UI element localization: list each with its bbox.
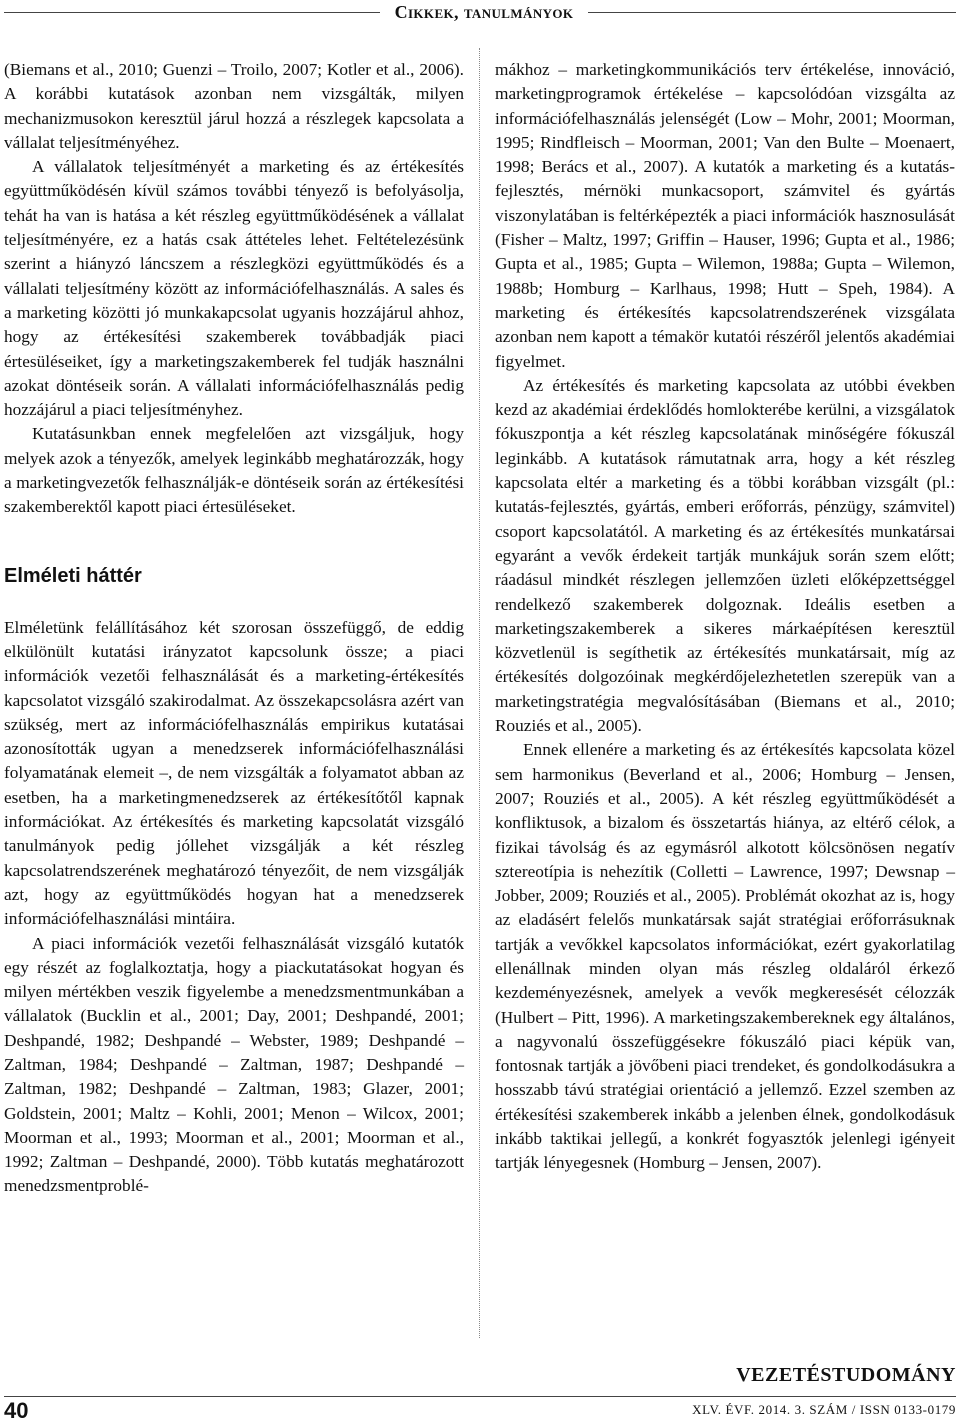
issue-info: XLV. ÉVF. 2014. 3. SZÁM / ISSN 0133-0179 (692, 1402, 956, 1417)
paragraph: Az értékesítés és marketing kapcsolata az utóbbi években kezd az akadémiai érdeklődés homlokterébe kerülni, a vizsgálatok fókuszpontja a két részleg kapcsolatának minőségére fókuszál leginkább. A kutatások rámutatnak arra, hogy a két részleg kapcsolata eltér a marketing és a többi korábban vizsgált (pl.: kutatás-fejlesztés, gyártás, emberi erőforrás, pénzügy, számvitel) csoport kapcsolatától. A marketing és az értékesítés munkatársai egyaránt a vevők érdekeit tartják munkájuk során szem előtt; ráadásul mindkét részlegen jellemzően üzleti előképzettséggel rendelkező szakemberek dolgoznak. Ideális esetben a marketingszakemberek a sikeres márkaépítésen keresztül közvetlenül is segíthetik az értékesítés munkatársait, míg az értékesítés dolgozóinak megkérdőjelezhetetlen szerepük van a marketingstratégia megvalósításában (Biemans et al., 2010; Rouziés et al., 2005). (495, 375, 955, 736)
header-rule-left (4, 12, 380, 13)
paragraph: Kutatásunkban ennek megfelelően azt vizsgáljuk, hogy melyek azok a tényezők, amelyek leginkább meghatározzák, hogy a marketingvezetők felhasználják-e döntéseik során az értékesítési szakemberektől kapott piaci értesüléseket. (4, 424, 464, 517)
section-title: Cikkek, tanulmányok (394, 2, 574, 22)
paragraph: A vállalatok teljesítményét a marketing és az értékesítés együttműködésén kívül számos további tényező is befolyásolja, tehát ha van is hatása a két részleg együttműködésének a vállalat teljesítményére, ez a hatás csak áttételes lehet. Feltételezésünk szerint a hiányzó láncszem a részlegközi együttműködés és a vállalati teljesítmény között az információfelhasználás. A sales és a marketing közötti jó munkakapcsolat ugyanis hozzájárul ahhoz, hogy az értékesítési szakemberek továbbadják piaci értesüléseiket, így a marketingszakemberek fel tudják használni azokat döntéseik során. A vállalati információfelhasználás pedig hozzájárul a piaci teljesítményhez. (4, 157, 464, 420)
column-divider (479, 48, 480, 1338)
paragraph: mákhoz – marketingkommunikációs terv értékelése, innováció, marketingprogramok értékelése – kapcsolódóan vizsgálta az információfelhasználás jelenségét (Low – Mohr, 2001; Moorman, 1995; Rindfleisch – Moorman, 2001; Van den Bulte – Moenaert, 1998; Berács et al., 2007). A kutatók a marketing és a kutatás-fejlesztés, mérnöki munkacsoport, számvitel és gyártás viszonylatában is feltérképezték a piaci információk hasznosulását (Fisher – Maltz, 1997; Griffin – Hauser, 1996; Gupta et al., 1986; Gupta et al., 1985; Gupta – Wilemon, 1988a; Gupta – Wilemon, 1988b; Homburg – Karlhaus, 1998; Hutt – Speh, 1984). A marketing és értékesítés kapcsolatrendszerének vizsgálata azonban nem kapott a témakör kutatói részéről jelentős akadémiai figyelmet. (495, 60, 955, 371)
paragraph: Ennek ellenére a marketing és az értékesítés kapcsolata közel sem harmonikus (Beverland et al., 2006; Homburg – Jensen, 2007; Rouziés et al., 2005). A két részleg együttműködését a konfliktusok, a bizalom és összetartás hiánya, az eltérő célok, a fizikai távolság és az egymásról alkotott kölcsönösen negatív sztereotípia is nehezítik (Colletti – Lawrence, 1997; Dewsnap – Jobber, 2009; Rouziés et al., 2005). Problémát okozhat az is, hogy az eladásért felelős munkatársak saját stratégiai erőforrásuknak tartják a vevőkkel kapcsolatos információkat, ezért gyakorlatilag ellenállnak minden olyan más részleg oldaláról érkező kezdeményezésnek, amelyek a vevők megkeresését célozzák (Hulbert – Pitt, 1996). A marketingszakembereknek egy általános, a nagyvonalú összefüggésekre fókuszáló piaci képük van, fontosnak tartják a jövőbeni piaci trendeket, és gondolkodásukra a hosszabb távú stratégiai orientáció a jellemző. Ezzel szemben az értékesítési szakemberek inkább a jelenben élnek, gondolkodásuk inkább taktikai jellegű, a konkrét fogyasztók jelenlegi igényeit tartják lényegesnek (Homburg – Jensen, 2007). (495, 740, 955, 1173)
section-heading: Elméleti háttér (4, 564, 142, 587)
paragraph: Elméletünk felállításához két szorosan összefüggő, de eddig elkülönült kutatási irányzatot kapcsolunk össze; a piaci információk vezetői felhasználását és a marketing-értékesítés kapcsolatot vizsgáló szakirodalmat. Az összekapcsolásra azért van szükség, mert az információfelhasználás empirikus kutatásai azonosították ugyan a menedzserek információfelhasználási folyamatának elemeit –, de nem vizsgálták a folyamatot abban az esetben, ha a marketingmenedzserek az értékesítőtől kapnak információkat. Az értékesítés és marketing kapcsolatát vizsgáló tanulmányok pedig jóllehet vizsgálják a két részleg kapcsolatrendszerének meghatározó tényezőit, de nem vizsgálják azt, hogy az együttműködés hogyan hat a menedzserek információfelhasználási mintáira. (4, 617, 464, 929)
right-column (495, 58, 955, 1176)
paragraph: (Biemans et al., 2010; Guenzi – Troilo, 2007; Kotler et al., 2006). A korábbi kutatások azonban nem vizsgálták, milyen mechanizmusokon keresztül járul hozzá a részlegek kapcsolata a vállalat teljesítményéhez. (4, 60, 464, 152)
page-number: 40 (4, 1398, 29, 1423)
left-column (4, 58, 464, 1199)
header-rule-right (588, 12, 956, 13)
paragraph: A piaci információk vezetői felhasználását vizsgáló kutatók egy részét az foglalkoztatja, hogy a piackutatásokat hogyan és milyen mértékben veszik figyelembe a menedzsmentmunkában a vállalatok (Bucklin et al., 2001; Day, 2001; Deshpandé, 2001; Deshpandé, 1982; Deshpandé – Webster, 1989; Deshpandé – Zaltman, 1984; Deshpandé – Zaltman, 1987; Deshpandé – Zaltman, 1982; Deshpandé – Zaltman, 1983; Glazer, 2001; Goldstein, 2001; Maltz – Kohli, 2001; Menon – Wilcox, 2001; Moorman et al., 1993; Moorman et al., 2001; Moorman et al., 1992; Zaltman – Deshpandé, 2000). Több kutatás meghatározott menedzsmentproblé- (4, 933, 464, 1196)
footer-rule (4, 1396, 956, 1397)
journal-title: VEZETÉSTUDOMÁNY (736, 1364, 956, 1386)
